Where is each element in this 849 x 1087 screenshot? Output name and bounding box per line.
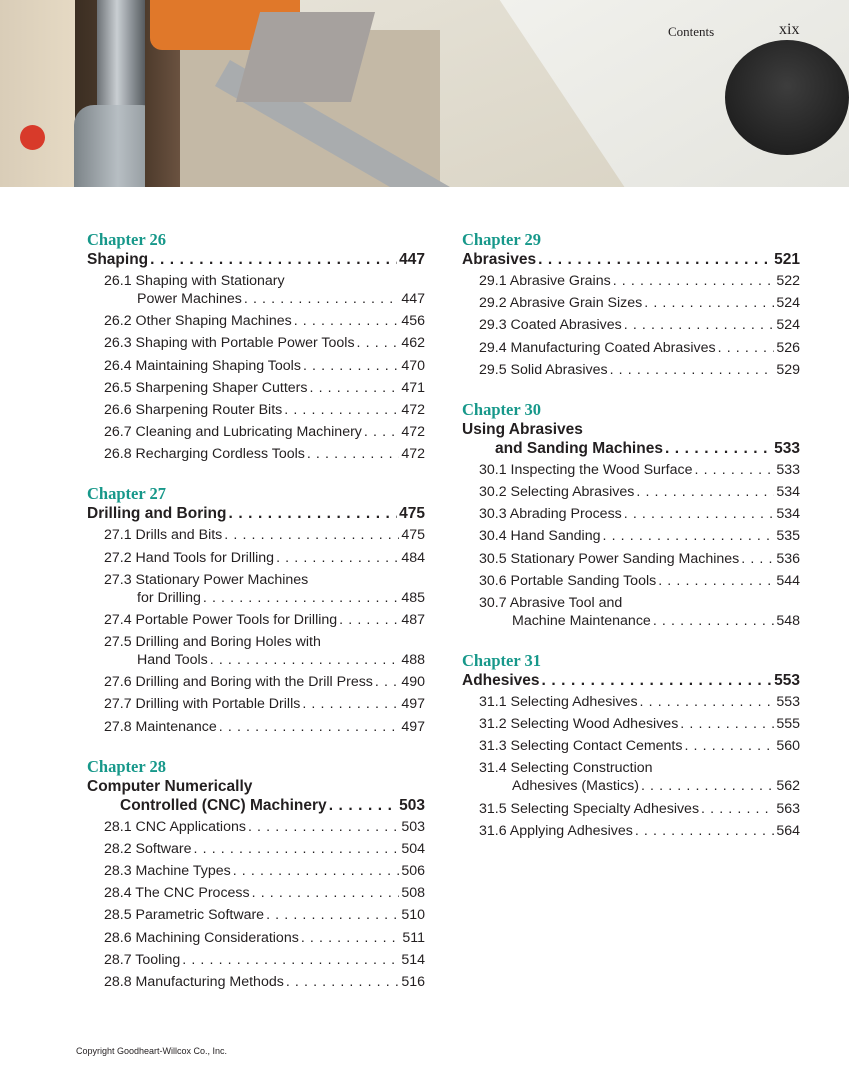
entry-text: Adhesives (462, 671, 540, 689)
section-entry (87, 906, 425, 924)
section-entry (462, 461, 800, 479)
entry-line (479, 550, 800, 568)
page-number: 447 (401, 291, 425, 307)
leader-dots (684, 737, 774, 755)
header-photo (0, 0, 849, 187)
leader-dots (302, 695, 399, 713)
entry-line (479, 759, 800, 777)
page-number: 475 (399, 505, 425, 523)
leader-dots (219, 718, 400, 736)
leader-dots (294, 312, 400, 330)
entry-line (104, 818, 425, 836)
entry-text: 28.6 Machining Considerations (104, 929, 299, 946)
section-entry (87, 312, 425, 330)
entry-line (87, 250, 425, 269)
entry-text: 28.1 CNC Applications (104, 818, 246, 835)
entry-text: Computer Numerically (87, 777, 253, 795)
page-number: 471 (401, 379, 425, 396)
section-entry (87, 951, 425, 969)
chapter-title (87, 504, 425, 523)
chapter-entry (462, 650, 800, 840)
section-entry (462, 759, 800, 795)
entry-text: 30.4 Hand Sanding (479, 528, 601, 545)
page-number: 497 (401, 696, 425, 713)
section-entry (87, 423, 425, 441)
entry-line (104, 951, 425, 969)
page-number: 503 (399, 796, 425, 814)
entry-line (104, 884, 425, 902)
section-entry (87, 929, 425, 947)
leader-dots (339, 611, 399, 629)
entry-text: 27.3 Stationary Power Machines (104, 571, 309, 588)
leader-dots (538, 250, 772, 269)
page-number: 521 (774, 251, 800, 268)
entry-line (104, 357, 425, 375)
entry-line (104, 272, 425, 290)
entry-line (479, 693, 800, 711)
leader-dots (364, 423, 399, 441)
leader-dots (658, 572, 774, 590)
page-number: 529 (776, 361, 800, 378)
section-entry (462, 339, 800, 357)
page-number: 485 (401, 589, 425, 606)
page-number: 472 (401, 446, 425, 463)
entry-text: 30.6 Portable Sanding Tools (479, 572, 657, 589)
page-number: 544 (776, 572, 800, 589)
entry-text: Hand Tools (137, 652, 208, 669)
page-number: 497 (401, 718, 425, 735)
section-entry (87, 673, 425, 691)
section-entry (87, 611, 425, 629)
page-number: 563 (776, 800, 800, 817)
entry-text: Power Machines (137, 291, 242, 307)
entry-line (462, 671, 800, 690)
leader-dots (229, 504, 398, 523)
running-head-page-number: xix (779, 21, 800, 38)
leader-dots (248, 818, 399, 836)
chapter-entry (462, 399, 800, 630)
entry-line (479, 800, 800, 818)
entry-text: 28.2 Software (104, 840, 192, 857)
leader-dots (701, 800, 774, 818)
leader-dots (307, 445, 399, 463)
leader-dots (542, 671, 773, 690)
entry-line (104, 445, 425, 463)
page-number: 510 (401, 907, 425, 924)
page-number: 508 (401, 885, 425, 902)
entry-text: 26.6 Sharpening Router Bits (104, 401, 283, 418)
section-entry (462, 483, 800, 501)
section-entry (462, 505, 800, 523)
section-entry (87, 840, 425, 858)
entry-text: 30.1 Inspecting the Wood Surface (479, 461, 693, 478)
leader-dots (644, 294, 774, 312)
page-number: 504 (401, 840, 425, 857)
entry-line (479, 294, 800, 312)
leader-dots (653, 612, 775, 630)
entry-text: Machine Maintenance (512, 612, 651, 629)
entry-text: 26.5 Sharpening Shaper Cutters (104, 379, 308, 396)
page-number: 484 (401, 549, 425, 566)
section-entry (462, 594, 800, 630)
page-number: 472 (401, 401, 425, 418)
leader-dots (636, 483, 774, 501)
chapter-title (462, 250, 800, 269)
section-entry (87, 973, 425, 991)
entry-line (104, 718, 425, 736)
section-entry (462, 737, 800, 755)
entry-text: 31.6 Applying Adhesives (479, 822, 633, 839)
leader-dots (694, 461, 774, 479)
leader-dots (741, 550, 774, 568)
page-number: 534 (776, 506, 800, 523)
page-number: 533 (774, 439, 800, 457)
entry-text: 29.4 Manufacturing Coated Abrasives (479, 339, 716, 356)
page-number: 516 (401, 973, 425, 990)
chapter-title (462, 420, 800, 458)
entry-text: 28.8 Manufacturing Methods (104, 973, 284, 990)
page-number: 536 (776, 550, 800, 567)
page-number: 533 (776, 461, 800, 478)
section-entry (87, 818, 425, 836)
page-number: 553 (776, 693, 800, 710)
copyright-footer: Copyright Goodheart-Willcox Co., Inc. (76, 1046, 228, 1056)
entry-text: Shaping (87, 251, 149, 268)
entry-line (479, 822, 800, 840)
page-number: 562 (776, 778, 800, 795)
page-number: 524 (776, 295, 800, 312)
section-entry (87, 334, 425, 352)
leader-dots (610, 361, 775, 379)
entry-text: 31.4 Selecting Construction (479, 760, 653, 777)
leader-dots (665, 439, 772, 458)
entry-line (104, 973, 425, 991)
entry-line (479, 527, 800, 545)
section-entry (462, 715, 800, 733)
entry-text: 27.1 Drills and Bits (104, 527, 223, 544)
chapter-label: Chapter 28 (87, 756, 166, 776)
section-entry (87, 272, 425, 308)
entry-text: and Sanding Machines (495, 439, 663, 457)
entry-line (479, 461, 800, 479)
leader-dots (641, 777, 774, 795)
entry-line (104, 589, 425, 607)
entry-text: 26.4 Maintaining Shaping Tools (104, 357, 301, 374)
entry-line (479, 483, 800, 501)
entry-line (479, 272, 800, 290)
chapter-entry (87, 229, 425, 463)
leader-dots (203, 589, 399, 607)
entry-line (479, 612, 800, 630)
entry-text: 26.1 Shaping with Stationary (104, 273, 285, 289)
page-number: 526 (776, 339, 800, 356)
section-entry (87, 571, 425, 607)
leader-dots (613, 272, 775, 290)
leader-dots (357, 334, 400, 352)
leader-dots (310, 379, 400, 397)
entry-text: 26.8 Recharging Cordless Tools (104, 446, 305, 463)
section-entry (87, 633, 425, 669)
chapter-label: Chapter 26 (87, 230, 166, 249)
entry-line (104, 379, 425, 397)
entry-line (104, 423, 425, 441)
entry-line (479, 715, 800, 733)
leader-dots (252, 884, 400, 902)
entry-line (479, 777, 800, 795)
entry-text: 30.3 Abrading Process (479, 506, 622, 523)
entry-text: 29.5 Solid Abrasives (479, 361, 608, 378)
entry-text: 31.1 Selecting Adhesives (479, 693, 638, 710)
chapter-label: Chapter 31 (462, 650, 541, 670)
page-number: 488 (401, 652, 425, 669)
entry-line (104, 571, 425, 589)
page-number: 470 (401, 357, 425, 374)
page-number: 524 (776, 317, 800, 334)
section-entry (462, 294, 800, 312)
entry-line (479, 594, 800, 612)
entry-text: 27.6 Drilling and Boring with the Drill Press (104, 674, 373, 691)
section-entry (87, 862, 425, 880)
entry-text: 30.5 Stationary Power Sanding Machines (479, 550, 740, 567)
entry-text: 28.7 Tooling (104, 951, 181, 968)
entry-text: for Drilling (137, 589, 201, 606)
leader-dots (718, 339, 775, 357)
running-head-title: Contents (668, 24, 715, 39)
section-entry (462, 572, 800, 590)
leader-dots (194, 840, 400, 858)
section-entry (87, 695, 425, 713)
page-number: 487 (401, 611, 425, 628)
leader-dots (624, 316, 775, 334)
page-number: 456 (401, 313, 425, 330)
entry-line (479, 572, 800, 590)
entry-line (479, 361, 800, 379)
chapter-title (87, 777, 425, 815)
entry-line (104, 929, 425, 947)
entry-line (479, 339, 800, 357)
page-number: 511 (402, 929, 425, 946)
entry-text: 31.2 Selecting Wood Adhesives (479, 716, 679, 733)
leader-dots (244, 290, 399, 308)
entry-line (104, 549, 425, 567)
entry-text: Controlled (CNC) Machinery (120, 796, 327, 814)
chapter-entry (87, 483, 425, 735)
entry-text: 26.3 Shaping with Portable Power Tools (104, 335, 355, 352)
page-number: 535 (776, 528, 800, 545)
section-entry (87, 445, 425, 463)
page-number: 555 (776, 716, 800, 733)
leader-dots (602, 527, 774, 545)
entry-text: 26.2 Other Shaping Machines (104, 313, 292, 330)
entry-text: 27.4 Portable Power Tools for Drilling (104, 611, 338, 628)
entry-line (104, 651, 425, 669)
entry-line (104, 633, 425, 651)
page-number: 534 (776, 483, 800, 500)
toc-column-right (462, 229, 800, 860)
toc-column-left (87, 229, 425, 1011)
entry-line (104, 312, 425, 330)
chapter-title (87, 250, 425, 269)
leader-dots (640, 693, 775, 711)
entry-text: 27.5 Drilling and Boring Holes with (104, 634, 321, 651)
section-entry (87, 357, 425, 375)
leader-dots (224, 526, 399, 544)
page-number: 447 (399, 251, 425, 268)
entry-line (104, 401, 425, 419)
leader-dots (284, 401, 399, 419)
entry-line (104, 862, 425, 880)
leader-dots (233, 862, 400, 880)
section-entry (87, 549, 425, 567)
entry-line (87, 777, 425, 796)
page-number: 472 (401, 424, 425, 441)
leader-dots (150, 250, 397, 269)
entry-line (479, 737, 800, 755)
entry-text: 31.5 Selecting Specialty Adhesives (479, 800, 700, 817)
entry-line (87, 504, 425, 523)
chapter-label: Chapter 27 (87, 484, 166, 504)
section-entry (87, 526, 425, 544)
entry-line (104, 334, 425, 352)
entry-text: 27.8 Maintenance (104, 718, 217, 735)
leader-dots (182, 951, 399, 969)
entry-text: Adhesives (Mastics) (512, 778, 639, 795)
chapter-entry (462, 229, 800, 379)
chapter-title (462, 671, 800, 690)
leader-dots (266, 906, 399, 924)
section-entry (462, 800, 800, 818)
leader-dots (329, 796, 397, 815)
entry-text: Abrasives (462, 251, 537, 268)
section-entry (462, 822, 800, 840)
entry-text: 27.2 Hand Tools for Drilling (104, 549, 275, 566)
leader-dots (375, 673, 399, 691)
leader-dots (286, 973, 400, 991)
entry-line (104, 906, 425, 924)
page-number: 560 (776, 738, 800, 755)
section-entry (87, 401, 425, 419)
section-entry (462, 527, 800, 545)
section-entry (462, 316, 800, 334)
page-number: 564 (776, 822, 800, 839)
section-entry (462, 693, 800, 711)
entry-text: 30.2 Selecting Abrasives (479, 483, 635, 500)
entry-line (479, 316, 800, 334)
page-number: 522 (776, 273, 800, 289)
entry-text: 28.5 Parametric Software (104, 907, 265, 924)
entry-text: 29.1 Abrasive Grains (479, 273, 611, 289)
leader-dots (624, 505, 775, 523)
page-number: 548 (776, 612, 800, 629)
entry-text: Drilling and Boring (87, 505, 227, 523)
entry-text: 26.7 Cleaning and Lubricating Machinery (104, 424, 362, 441)
page-number: 490 (401, 674, 425, 691)
leader-dots (680, 715, 774, 733)
chapter-label: Chapter 29 (462, 230, 541, 249)
entry-text: 29.2 Abrasive Grain Sizes (479, 295, 643, 312)
page-number: 462 (401, 335, 425, 352)
entry-line (462, 250, 800, 269)
chapter-entry (87, 756, 425, 991)
section-entry (87, 884, 425, 902)
page-number: 506 (401, 863, 425, 879)
section-entry (87, 718, 425, 736)
entry-line (104, 526, 425, 544)
section-entry (462, 361, 800, 379)
leader-dots (210, 651, 400, 669)
entry-line (104, 840, 425, 858)
section-entry (462, 550, 800, 568)
entry-line (104, 290, 425, 308)
entry-line (462, 420, 800, 439)
entry-line (479, 505, 800, 523)
page-number: 553 (774, 671, 800, 689)
entry-line (104, 611, 425, 629)
entry-text: Using Abrasives (462, 420, 583, 438)
leader-dots (635, 822, 775, 840)
leader-dots (276, 549, 399, 567)
section-entry (87, 379, 425, 397)
entry-text: 29.3 Coated Abrasives (479, 317, 622, 334)
page-number: 514 (401, 951, 425, 968)
entry-text: 27.7 Drilling with Portable Drills (104, 696, 301, 713)
entry-line (462, 439, 800, 458)
chapter-label: Chapter 30 (462, 399, 541, 419)
entry-line (104, 673, 425, 691)
entry-line (87, 796, 425, 815)
section-entry (462, 272, 800, 290)
page-number: 503 (401, 818, 425, 835)
leader-dots (303, 357, 399, 375)
entry-text: 30.7 Abrasive Tool and (479, 594, 623, 611)
leader-dots (301, 929, 401, 947)
entry-text: 28.4 The CNC Process (104, 885, 250, 902)
entry-line (104, 695, 425, 713)
entry-text: 28.3 Machine Types (104, 863, 231, 879)
entry-text: 31.3 Selecting Contact Cements (479, 738, 683, 755)
page-number: 475 (401, 527, 425, 544)
